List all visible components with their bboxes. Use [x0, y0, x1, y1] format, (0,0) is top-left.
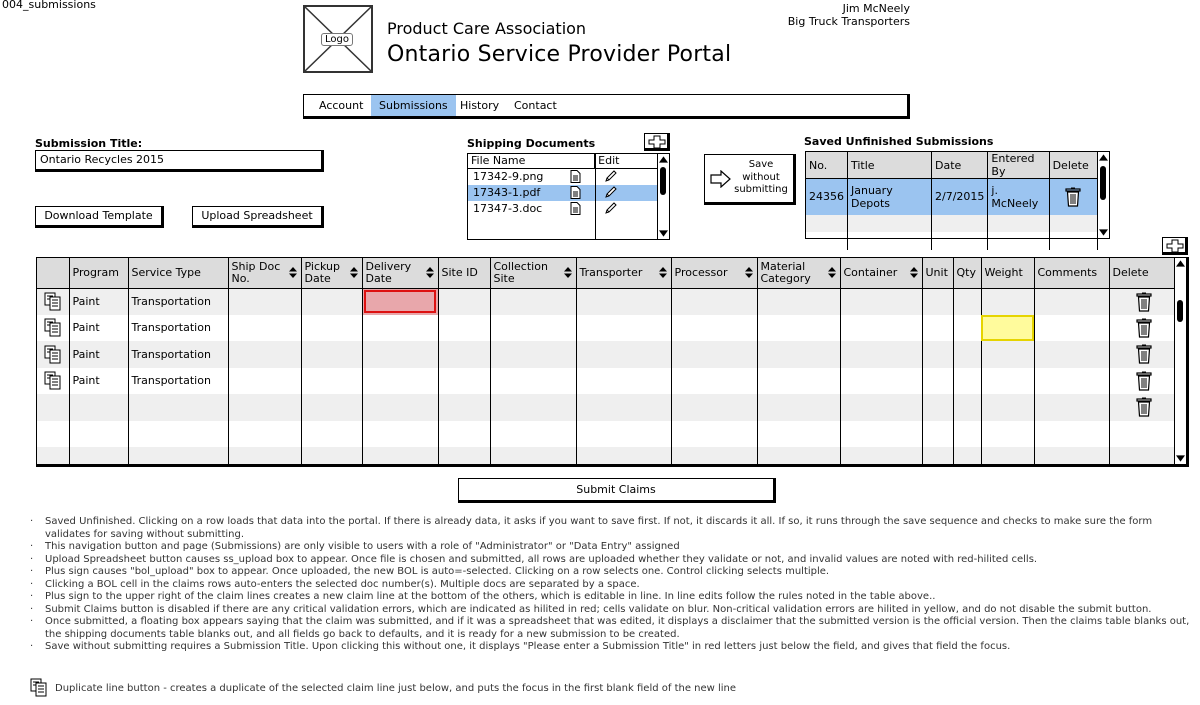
claim-cell[interactable] — [953, 315, 981, 342]
claim-cell[interactable] — [981, 447, 1034, 467]
trash-icon[interactable] — [1135, 397, 1153, 417]
claim-cell[interactable] — [981, 341, 1034, 368]
claim-cell[interactable] — [671, 447, 757, 467]
claim-cell[interactable] — [228, 341, 301, 368]
column-header[interactable] — [671, 258, 757, 288]
claim-cell[interactable] — [981, 368, 1034, 395]
scroll-thumb[interactable] — [660, 167, 666, 195]
claim-row[interactable] — [37, 288, 1178, 315]
sort-icon[interactable] — [910, 267, 918, 278]
claim-cell[interactable] — [576, 341, 671, 368]
user-company: Big Truck Transporters — [787, 15, 910, 28]
column-header-date: Date — [932, 152, 988, 179]
claim-cell[interactable] — [438, 288, 490, 315]
duplicate-line-button[interactable] — [37, 288, 69, 315]
claim-cell[interactable] — [228, 394, 301, 421]
save-without-submitting-label: Save without submitting — [734, 159, 788, 195]
saved-submission-row[interactable] — [806, 179, 1098, 215]
user-name: Jim McNeely — [842, 2, 910, 15]
scroll-up-arrow-icon[interactable] — [1099, 153, 1108, 162]
claim-cell[interactable] — [1034, 368, 1109, 395]
claim-cell[interactable] — [438, 421, 490, 448]
main-nav — [303, 94, 910, 119]
column-header[interactable] — [757, 258, 840, 288]
note-item: · Plus sign to the upper right of the claim lines creates a new claim line at the bottom of the others, which is editable in line. In line edits follow the rules noted in the table above.. — [28, 591, 1200, 604]
column-header[interactable] — [490, 258, 576, 288]
column-header-label: Program — [72, 265, 119, 279]
claim-cell[interactable] — [438, 315, 490, 342]
claim-cell[interactable] — [490, 341, 576, 368]
arrow-right-icon — [710, 170, 732, 188]
pencil-icon[interactable] — [604, 170, 617, 183]
download-template-button[interactable]: Download Template — [35, 206, 164, 228]
sort-icon[interactable] — [289, 267, 297, 278]
column-header[interactable] — [228, 258, 301, 288]
shipping-doc-filename: 17343-1.pdf — [473, 186, 541, 199]
claim-cell[interactable] — [671, 368, 757, 395]
claim-cell[interactable] — [37, 447, 69, 467]
note-item: · Saved Unfinished. Clicking on a row loads that data into the portal. If there is already data, it asks if you want to save first. If not, it discards it all. If so, it runs through the save sequence and checks to make sure the form validates for saving without submitting. — [28, 516, 1200, 541]
service-type-cell[interactable]: Transportation — [128, 368, 228, 395]
claim-cell[interactable] — [922, 447, 953, 467]
pencil-icon[interactable] — [604, 202, 617, 215]
claim-cell[interactable] — [671, 341, 757, 368]
delete-claim-cell[interactable] — [1109, 315, 1178, 342]
claim-cell[interactable] — [301, 288, 362, 315]
saved-date-cell: 2/7/2015 — [932, 179, 988, 215]
claim-cell[interactable] — [1034, 447, 1109, 467]
claim-cell[interactable] — [840, 447, 922, 467]
sort-icon[interactable] — [564, 267, 572, 278]
claim-cell[interactable] — [922, 315, 953, 342]
sort-icon[interactable] — [426, 267, 434, 278]
claim-cell[interactable] — [362, 315, 438, 342]
column-header-edit: Edit — [595, 154, 658, 168]
program-cell[interactable]: Paint — [69, 315, 128, 342]
portal-title: Ontario Service Provider Portal — [387, 42, 732, 67]
column-header-label: Ship Doc No. — [231, 259, 281, 285]
claim-cell[interactable] — [576, 447, 671, 467]
claim-cell[interactable] — [228, 421, 301, 448]
claim-cell[interactable] — [362, 421, 438, 448]
claim-row[interactable] — [37, 421, 1178, 448]
column-header[interactable] — [840, 258, 922, 288]
claim-cell[interactable] — [1034, 421, 1109, 448]
claim-cell[interactable] — [922, 341, 953, 368]
claim-cell[interactable] — [840, 315, 922, 342]
plus-icon — [646, 135, 668, 149]
add-claim-line-button[interactable] — [1162, 237, 1188, 255]
program-cell[interactable]: Paint — [69, 288, 128, 315]
note-item: · Upload Spreadsheet button causes ss_upload box to appear. Once file is chosen and submitted, all rows are uploaded whether they validate or not, and invalid values are noted with red-hilited cells. — [28, 554, 1200, 567]
duplicate-line-button[interactable] — [37, 368, 69, 395]
shipping-doc-filename: 17342-9.png — [473, 170, 544, 183]
column-header-actions — [37, 258, 69, 288]
shipping-doc-row[interactable] — [468, 185, 658, 201]
duplicate-line-icon[interactable] — [44, 345, 62, 364]
nav-account[interactable]: Account — [319, 99, 364, 112]
claim-row[interactable] — [37, 341, 1178, 368]
service-type-cell[interactable]: Transportation — [128, 315, 228, 342]
claim-cell[interactable] — [840, 394, 922, 421]
claim-cell[interactable] — [128, 421, 228, 448]
saved-entered-by-cell: j. McNeely — [988, 179, 1049, 215]
column-header-label: Container — [843, 265, 898, 279]
claims-scrollbar[interactable] — [1174, 258, 1186, 464]
scroll-down-arrow-icon[interactable] — [1176, 454, 1185, 463]
saved-title-cell: January Depots — [848, 179, 932, 215]
claim-cell[interactable] — [301, 368, 362, 395]
claim-cell[interactable] — [671, 394, 757, 421]
scroll-up-arrow-icon[interactable] — [1176, 259, 1185, 268]
claim-cell[interactable] — [301, 447, 362, 467]
claim-cell[interactable] — [37, 421, 69, 448]
submit-claims-button[interactable]: Submit Claims — [458, 478, 776, 503]
duplicate-line-icon — [30, 678, 48, 697]
claim-cell[interactable] — [438, 341, 490, 368]
saved-empty-row — [806, 232, 1098, 250]
claim-cell[interactable] — [576, 288, 671, 315]
column-header — [922, 258, 953, 288]
claim-cell[interactable] — [128, 447, 228, 467]
add-shipping-doc-button[interactable] — [644, 133, 670, 151]
program-cell[interactable]: Paint — [69, 341, 128, 368]
claim-cell[interactable] — [922, 368, 953, 395]
scroll-down-arrow-icon[interactable] — [659, 229, 668, 238]
column-header-label: Pickup Date — [304, 259, 340, 285]
claim-cell[interactable] — [671, 288, 757, 315]
duplicate-line-button[interactable] — [37, 315, 69, 342]
sort-icon[interactable] — [745, 267, 753, 278]
claim-cell[interactable] — [840, 368, 922, 395]
duplicate-line-button[interactable] — [37, 341, 69, 368]
column-header-label: Delivery Date — [365, 259, 412, 285]
note-item: · Once submitted, a floating box appears saying that the claim was submitted, and if it was a spreadsheet that was edited, it displays a disclaimer that the submitted version is the official version. Then the claims table blanks out, the shipping documents table blanks out, and all fields go back to defaults, and it is ready for a new submission to be created. — [28, 616, 1200, 641]
claim-cell[interactable] — [576, 368, 671, 395]
claim-cell[interactable] — [981, 421, 1034, 448]
claim-cell[interactable] — [490, 315, 576, 342]
claim-cell[interactable] — [1034, 341, 1109, 368]
delivery-date-error-cell[interactable] — [362, 288, 438, 315]
note-item: · Save without submitting requires a Submission Title. Upon clicking this without one, it displays "Please enter a Submission Title" in red letters just below the field, and gives that field the focus. — [28, 641, 1200, 654]
column-header-entered-by: Entered By — [988, 152, 1049, 179]
duplicate-line-legend-icon-wrap — [30, 678, 48, 700]
claim-cell[interactable] — [757, 368, 840, 395]
claim-cell[interactable] — [1109, 447, 1178, 467]
duplicate-line-note: Duplicate line button - creates a duplicate of the selected claim line just below, and puts the focus in the first blank field of the new line — [55, 683, 737, 694]
claim-row[interactable] — [37, 368, 1178, 395]
document-icon — [570, 170, 581, 183]
scroll-down-arrow-icon[interactable] — [1099, 228, 1108, 237]
claim-cell[interactable] — [490, 368, 576, 395]
claim-cell[interactable] — [128, 394, 228, 421]
claim-cell[interactable] — [362, 341, 438, 368]
claim-cell[interactable] — [301, 394, 362, 421]
scroll-up-arrow-icon[interactable] — [659, 155, 668, 164]
claim-cell[interactable] — [757, 341, 840, 368]
column-header — [1109, 258, 1178, 288]
column-header-label: Material Category — [760, 259, 811, 285]
column-header-delete: Delete — [1049, 152, 1097, 179]
claim-cell[interactable] — [69, 421, 128, 448]
saved-submissions-label: Saved Unfinished Submissions — [804, 135, 994, 148]
document-icon — [570, 202, 581, 215]
saved-empty-row — [806, 215, 1098, 232]
claim-cell[interactable] — [922, 288, 953, 315]
claim-cell[interactable] — [922, 421, 953, 448]
sort-icon[interactable] — [350, 267, 358, 278]
claim-cell[interactable] — [757, 421, 840, 448]
shipping-scrollbar[interactable] — [657, 154, 669, 239]
shipping-doc-row[interactable] — [468, 201, 658, 217]
saved-delete-cell[interactable] — [1049, 179, 1097, 215]
notes-list — [28, 516, 1200, 654]
saved-scrollbar[interactable] — [1097, 152, 1109, 238]
column-header — [953, 258, 981, 288]
claims-table — [36, 257, 1189, 467]
claim-cell[interactable] — [953, 447, 981, 467]
claim-cell[interactable] — [953, 394, 981, 421]
claim-cell[interactable] — [757, 447, 840, 467]
column-header-label: Unit — [925, 265, 948, 279]
submission-title-label: Submission Title: — [35, 137, 143, 150]
scroll-thumb[interactable] — [1177, 300, 1183, 322]
claim-cell[interactable] — [69, 394, 128, 421]
claim-cell[interactable] — [840, 341, 922, 368]
claim-cell[interactable] — [757, 394, 840, 421]
claim-cell[interactable] — [228, 368, 301, 395]
claim-cell[interactable] — [1034, 394, 1109, 421]
claim-cell[interactable] — [1109, 421, 1178, 448]
claim-cell[interactable] — [438, 447, 490, 467]
program-cell[interactable]: Paint — [69, 368, 128, 395]
column-header — [438, 258, 490, 288]
claim-cell[interactable] — [490, 394, 576, 421]
claim-cell[interactable] — [840, 288, 922, 315]
column-header-label: Qty — [956, 265, 976, 279]
logo-label: Logo — [321, 33, 353, 46]
shipping-documents-list — [467, 153, 670, 240]
trash-icon[interactable] — [1135, 318, 1153, 338]
nav-contact[interactable]: Contact — [514, 99, 557, 112]
scroll-thumb[interactable] — [1100, 166, 1106, 200]
claim-cell[interactable] — [576, 394, 671, 421]
claim-cell[interactable] — [671, 421, 757, 448]
nav-history[interactable]: History — [460, 99, 500, 112]
claim-cell[interactable] — [228, 288, 301, 315]
claim-cell[interactable] — [301, 341, 362, 368]
saved-no-cell: 24356 — [806, 179, 848, 215]
claim-cell[interactable] — [69, 447, 128, 467]
delete-claim-cell[interactable] — [1109, 394, 1178, 421]
column-header — [1034, 258, 1109, 288]
claim-cell[interactable] — [362, 368, 438, 395]
claim-cell[interactable] — [490, 447, 576, 467]
pencil-icon[interactable] — [604, 186, 617, 199]
shipping-doc-filename: 17347-3.doc — [473, 202, 543, 215]
weight-warning-cell[interactable] — [981, 315, 1034, 342]
column-header-label: Service Type — [131, 265, 201, 279]
column-header — [69, 258, 128, 288]
sort-icon[interactable] — [659, 267, 667, 278]
service-type-cell[interactable]: Transportation — [128, 341, 228, 368]
trash-icon[interactable] — [1135, 292, 1153, 312]
column-header[interactable] — [301, 258, 362, 288]
claim-cell[interactable] — [671, 315, 757, 342]
claim-cell[interactable] — [576, 315, 671, 342]
claim-cell[interactable] — [490, 288, 576, 315]
column-header[interactable] — [576, 258, 671, 288]
claim-cell[interactable] — [228, 315, 301, 342]
submission-title-input[interactable]: Ontario Recycles 2015 — [35, 150, 324, 172]
trash-icon[interactable] — [1135, 344, 1153, 364]
column-header-label: Weight — [984, 265, 1023, 279]
shipping-doc-row[interactable] — [468, 169, 658, 185]
column-header — [981, 258, 1034, 288]
claim-cell[interactable] — [953, 341, 981, 368]
claim-cell[interactable] — [1034, 288, 1109, 315]
shipping-documents-label: Shipping Documents — [467, 137, 596, 150]
claim-cell[interactable] — [757, 315, 840, 342]
claim-cell[interactable] — [922, 394, 953, 421]
trash-icon[interactable] — [1064, 187, 1082, 207]
claim-cell[interactable] — [953, 421, 981, 448]
saved-submissions-list — [805, 151, 1110, 239]
claim-cell[interactable] — [953, 288, 981, 315]
org-name: Product Care Association — [387, 19, 587, 38]
document-icon — [570, 186, 581, 199]
note-item: · Plus sign causes "bol_upload" box to appear. Once uploaded, the new BOL is auto=-selected. Clicking on a row selects one. Control clicking selects multiple. — [28, 566, 1200, 579]
column-header-label: Site ID — [441, 265, 478, 279]
column-header-file-name: File Name — [468, 154, 595, 168]
page-id: 004_submissions — [2, 0, 96, 11]
duplicate-line-icon[interactable] — [44, 371, 62, 390]
plus-icon — [1164, 239, 1186, 253]
note-item: · This navigation button and page (Submissions) are only visible to users with a role of "Administrator" or "Data Entry" assigned — [28, 541, 1200, 554]
note-item: · Clicking a BOL cell in the claims rows auto-enters the selected doc number(s). Multiple docs are separated by a space. — [28, 579, 1200, 592]
upload-spreadsheet-button[interactable]: Upload Spreadsheet — [192, 206, 324, 228]
column-header-label: Delete — [1112, 265, 1149, 279]
delete-claim-cell[interactable] — [1109, 288, 1178, 315]
claim-cell[interactable] — [362, 394, 438, 421]
column-header-label: Comments — [1037, 265, 1098, 279]
delete-claim-cell[interactable] — [1109, 341, 1178, 368]
claim-cell[interactable] — [228, 447, 301, 467]
column-header-label: Processor — [674, 265, 728, 279]
logo — [303, 5, 373, 73]
claim-cell[interactable] — [981, 394, 1034, 421]
column-header-title: Title — [848, 152, 932, 179]
column-header — [128, 258, 228, 288]
claim-cell[interactable] — [301, 421, 362, 448]
duplicate-line-icon[interactable] — [44, 292, 62, 311]
claim-cell[interactable] — [1034, 315, 1109, 342]
claim-cell[interactable] — [490, 421, 576, 448]
claim-cell[interactable] — [438, 394, 490, 421]
column-header-label: Collection Site — [493, 259, 548, 285]
column-header[interactable] — [362, 258, 438, 288]
claim-cell[interactable] — [576, 421, 671, 448]
claim-row[interactable] — [37, 394, 1178, 421]
claim-cell[interactable] — [840, 421, 922, 448]
nav-submissions[interactable]: Submissions — [371, 95, 456, 116]
claim-cell[interactable] — [757, 288, 840, 315]
claim-cell[interactable] — [362, 447, 438, 467]
claim-row[interactable] — [37, 315, 1178, 342]
claim-cell[interactable] — [438, 368, 490, 395]
claim-cell[interactable] — [301, 315, 362, 342]
claim-cell[interactable] — [981, 288, 1034, 315]
delete-claim-cell[interactable] — [1109, 368, 1178, 395]
claim-cell[interactable] — [37, 394, 69, 421]
note-item: · Submit Claims button is disabled if there are any critical validation errors, which are indicated as hilited in red; cells validate on blur. Non-critical validation errors are hilited in yellow, and do not disable the submit button. — [28, 604, 1200, 617]
sort-icon[interactable] — [828, 267, 836, 278]
duplicate-line-icon[interactable] — [44, 318, 62, 337]
claim-row[interactable] — [37, 447, 1178, 467]
trash-icon[interactable] — [1135, 371, 1153, 391]
column-header-label: Transporter — [579, 265, 643, 279]
save-without-submitting-button[interactable] — [704, 154, 796, 205]
claim-cell[interactable] — [953, 368, 981, 395]
column-header-no: No. — [806, 152, 848, 179]
service-type-cell[interactable]: Transportation — [128, 288, 228, 315]
